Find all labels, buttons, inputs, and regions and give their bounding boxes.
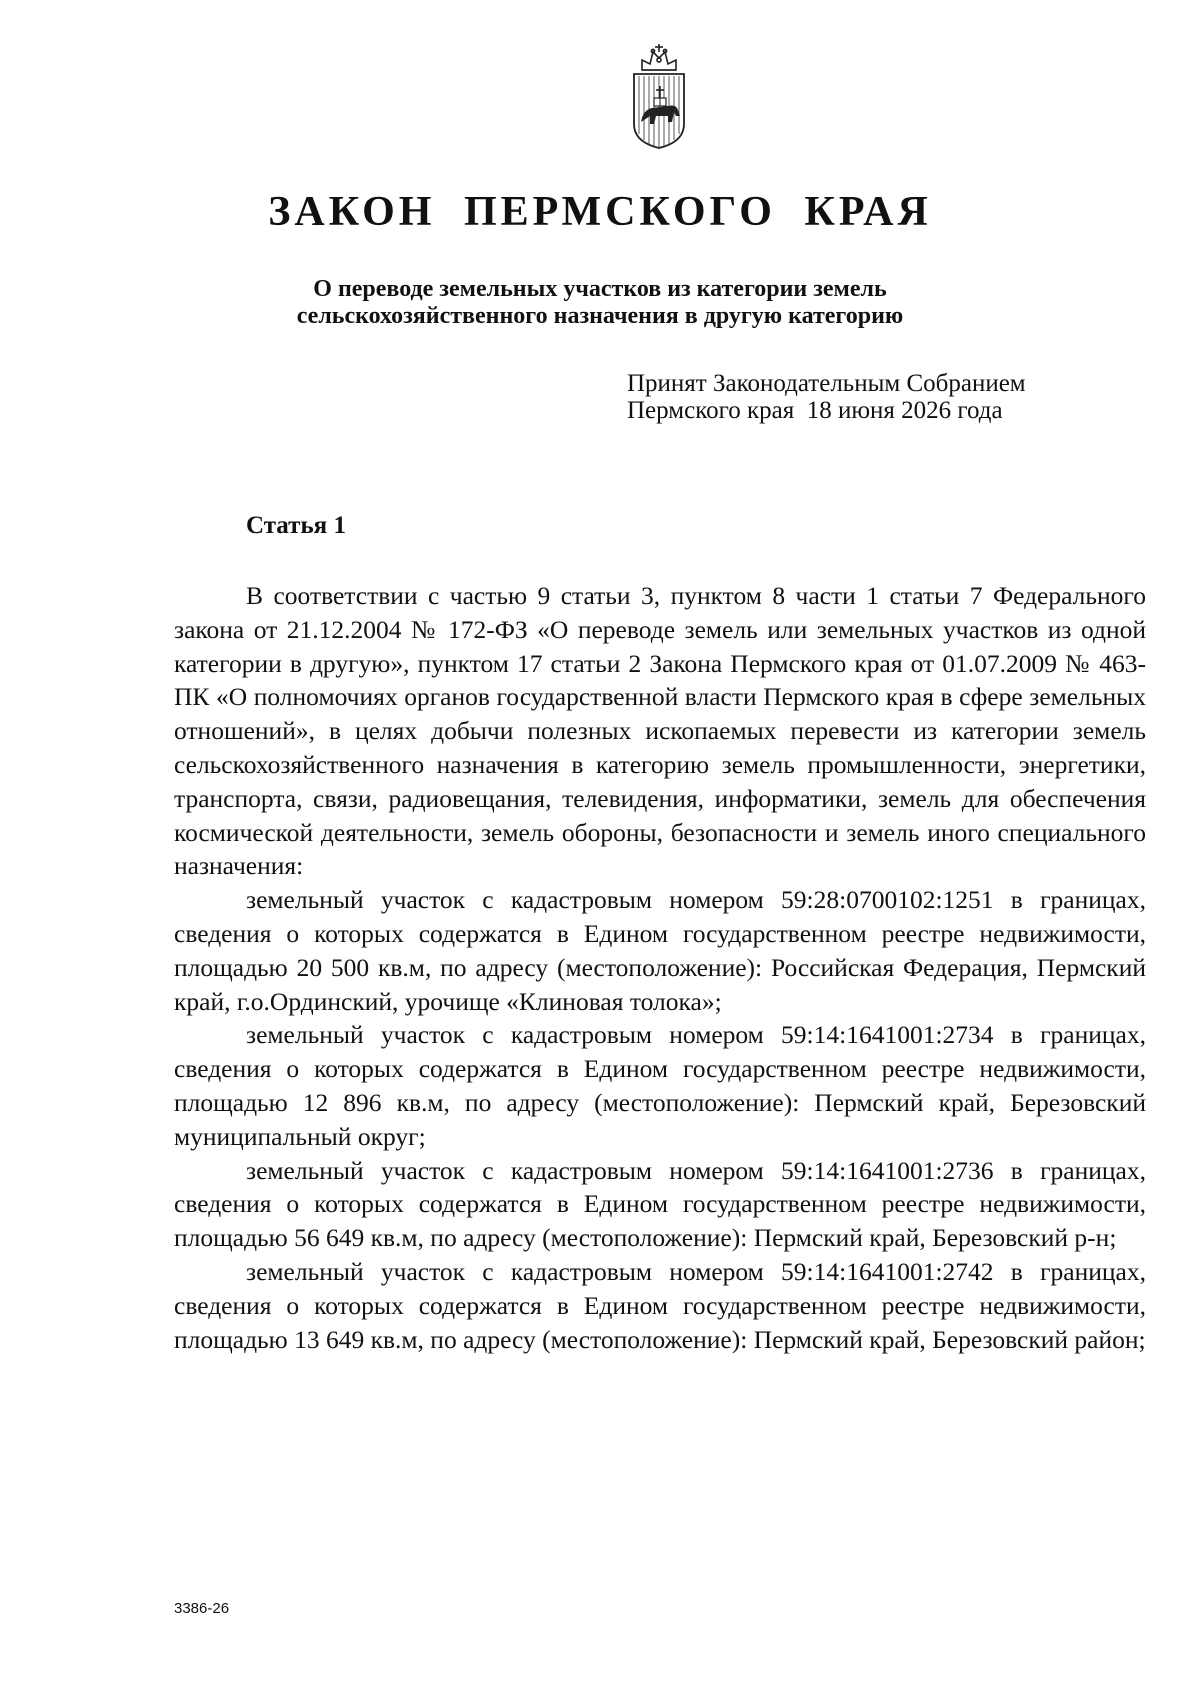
article-heading: Статья 1 bbox=[246, 512, 346, 539]
document-number: 3386-26 bbox=[174, 1600, 230, 1617]
adoption-note bbox=[627, 370, 1026, 424]
parcel-paragraph: земельный участок с кадастровым номером 59:28:0700102:1251 в границах, сведения о которых содержатся в Едином государственном реестре недвижимости, площадью 20 500 кв.м, по адресу (местоположение): Российская Федерация, Пермский край, г.о.Ординский, урочище «Клиновая толока»; bbox=[174, 885, 1146, 1016]
article-body bbox=[174, 579, 1146, 1356]
document-title: ЗАКОН ПЕРМСКОГО КРАЯ bbox=[268, 189, 932, 235]
coat-of-arms-icon bbox=[626, 40, 692, 152]
adoption-line: Пермского края 18 июня 2026 года bbox=[627, 397, 1003, 424]
parcel-paragraph: земельный участок с кадастровым номером 59:14:1641001:2736 в границах, сведения о которых содержатся в Едином государственном реестре недвижимости, площадью 56 649 кв.м, по адресу (местоположение): Пермский край, Березовский р-н; bbox=[174, 1155, 1146, 1253]
subtitle-line: О переводе земельных участков из категории земель bbox=[313, 276, 887, 302]
parcel-paragraph: земельный участок с кадастровым номером 59:14:1641001:2742 в границах, сведения о которых содержатся в Едином государственном реестре недвижимости, площадью 13 649 кв.м, по адресу (местоположение): Пермский край, Березовский район; bbox=[174, 1256, 1146, 1354]
subtitle-line: сельскохозяйственного назначения в другую категорию bbox=[296, 303, 904, 329]
document-subtitle bbox=[0, 276, 1200, 330]
article-intro-paragraph: В соответствии с частью 9 статьи 3, пунктом 8 части 1 статьи 7 Федерального закона от 21.12.2004 № 172-ФЗ «О переводе земель или земельных участков из одной категории в другую», пунктом 17 статьи 2 Закона Пермского края от 01.07.2009 № 463-ПК «О полномочиях органов государственной власти Пермского края в сфере земельных отношений», в целях добычи полезных ископаемых перевести из категории земель сельскохозяйственного назначения в категорию земель промышленности, энергетики, транспорта, связи, радиовещания, телевидения, информатики, земель для обеспечения космической деятельности, земель обороны, безопасности и земель иного специального назначения: bbox=[174, 581, 1146, 881]
parcel-paragraph: земельный участок с кадастровым номером 59:14:1641001:2734 в границах, сведения о которых содержатся в Едином государственном реестре недвижимости, площадью 12 896 кв.м, по адресу (местоположение): Пермский край, Березовский муниципальный округ; bbox=[174, 1020, 1146, 1151]
adoption-line: Принят Законодательным Собранием bbox=[627, 370, 1026, 397]
